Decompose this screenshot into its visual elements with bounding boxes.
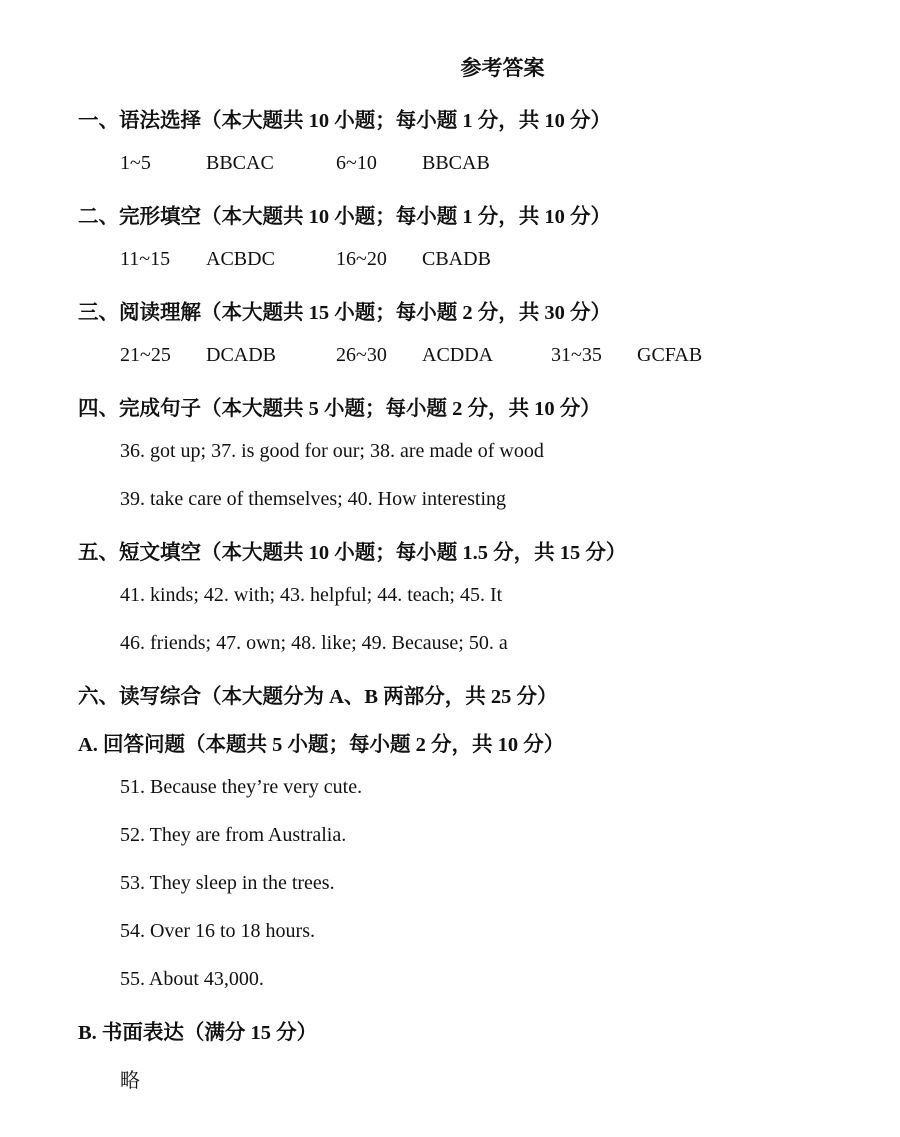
answer-line: 41. kinds; 42. with; 43. helpful; 44. teach; 45. It (120, 584, 503, 606)
section-heading-grammar: 一、语法选择（本大题共 10 小题；每小题 1 分，共 10 分） (78, 110, 611, 132)
answer-range: 26~30 (336, 344, 387, 366)
section-heading-reading: 三、阅读理解（本大题共 15 小题；每小题 2 分，共 30 分） (78, 302, 611, 324)
answer-range: 6~10 (336, 152, 377, 174)
section-heading-cloze: 二、完形填空（本大题共 10 小题；每小题 1 分，共 10 分） (78, 206, 611, 228)
answer-range: 21~25 (120, 344, 171, 366)
answer-line: 55. About 43,000. (120, 968, 264, 990)
section-heading-sentence-completion: 四、完成句子（本大题共 5 小题；每小题 2 分，共 10 分） (78, 398, 601, 420)
answer-value: ACBDC (206, 248, 275, 270)
answer-range: 16~20 (336, 248, 387, 270)
answer-line: 53. They sleep in the trees. (120, 872, 335, 894)
answer-value: BBCAC (206, 152, 274, 174)
answer-line: 略 (120, 1070, 140, 1092)
answer-line: 46. friends; 47. own; 48. like; 49. Because; 50. a (120, 632, 508, 654)
answer-range: 31~35 (551, 344, 602, 366)
answer-line: 36. got up; 37. is good for our; 38. are made of wood (120, 440, 544, 462)
section-heading-passage-fill: 五、短文填空（本大题共 10 小题；每小题 1.5 分，共 15 分） (78, 542, 627, 564)
page-title: 参考答案 (460, 56, 545, 80)
section-heading-reading-writing: 六、读写综合（本大题分为 A、B 两部分，共 25 分） (78, 686, 558, 708)
answer-range: 11~15 (120, 248, 171, 270)
answer-value: BBCAB (422, 152, 490, 174)
answer-value: ACDDA (422, 344, 494, 366)
answer-line: 39. take care of themselves; 40. How interesting (120, 488, 506, 510)
part-a-heading: A. 回答问题（本题共 5 小题；每小题 2 分，共 10 分） (78, 734, 565, 756)
part-b-heading: B. 书面表达（满分 15 分） (78, 1022, 318, 1044)
answer-line: 51. Because they’re very cute. (120, 776, 363, 798)
answer-value: GCFAB (637, 344, 703, 366)
answer-value: DCADB (206, 344, 277, 366)
answer-line: 54. Over 16 to 18 hours. (120, 920, 315, 942)
answer-value: CBADB (422, 248, 491, 270)
answer-line: 52. They are from Australia. (120, 824, 347, 846)
answer-range: 1~5 (120, 152, 151, 174)
